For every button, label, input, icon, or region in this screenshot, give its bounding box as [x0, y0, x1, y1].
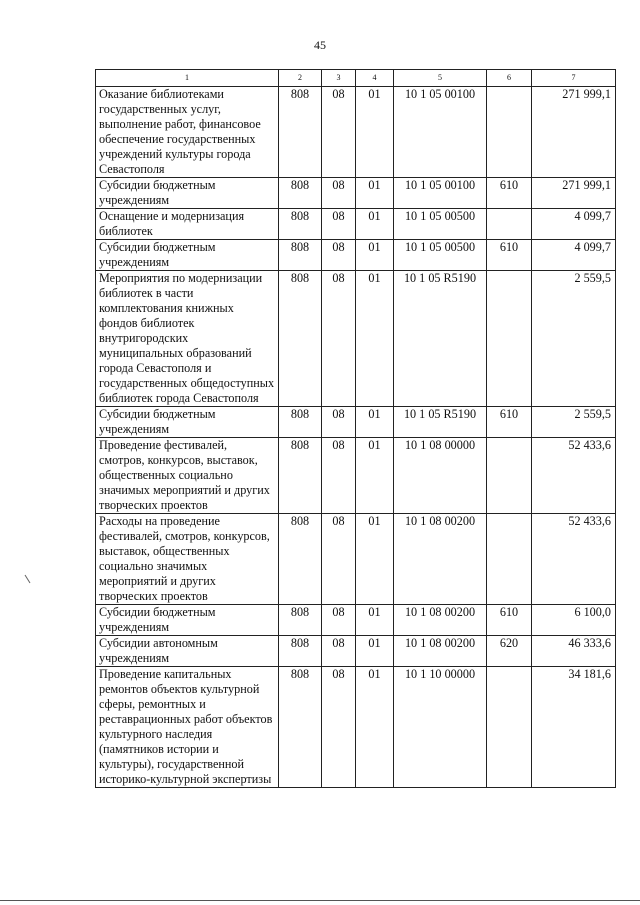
amount-cell: 2 559,5	[532, 407, 616, 438]
table-row	[96, 87, 616, 178]
subsection-code-cell: 01	[356, 271, 394, 407]
row-name-cell: Субсидии бюджетным учреждениям	[96, 240, 279, 271]
subsection-code-cell: 01	[356, 209, 394, 240]
target-article-cell: 10 1 05 R5190	[394, 271, 487, 407]
table-row	[96, 667, 616, 788]
amount-cell: 2 559,5	[532, 271, 616, 407]
section-code-cell: 08	[322, 667, 356, 788]
expense-type-cell	[487, 209, 532, 240]
column-header-4: 4	[356, 70, 394, 87]
ministry-code-cell: 808	[279, 667, 322, 788]
expense-type-cell	[487, 514, 532, 605]
row-name-cell: Субсидии бюджетным учреждениям	[96, 178, 279, 209]
ministry-code-cell: 808	[279, 240, 322, 271]
table-row	[96, 605, 616, 636]
amount-cell: 4 099,7	[532, 209, 616, 240]
section-code-cell: 08	[322, 605, 356, 636]
page-number: 45	[314, 38, 326, 52]
section-code-cell: 08	[322, 209, 356, 240]
column-header-3: 3	[322, 70, 356, 87]
expense-type-cell	[487, 87, 532, 178]
expense-type-cell	[487, 438, 532, 514]
subsection-code-cell: 01	[356, 605, 394, 636]
row-name-cell: Субсидии автономным учреждениям	[96, 636, 279, 667]
target-article-cell: 10 1 05 00100	[394, 178, 487, 209]
table-row	[96, 636, 616, 667]
subsection-code-cell: 01	[356, 178, 394, 209]
row-name-cell: Оказание библиотеками государственных услуг, выполнение работ, финансовое обеспечение государственных учреждений культуры города Севастополя	[96, 87, 279, 178]
subsection-code-cell: 01	[356, 407, 394, 438]
target-article-cell: 10 1 05 00100	[394, 87, 487, 178]
column-header-5: 5	[394, 70, 487, 87]
ministry-code-cell: 808	[279, 438, 322, 514]
target-article-cell: 10 1 10 00000	[394, 667, 487, 788]
column-header-6: 6	[487, 70, 532, 87]
table-row	[96, 209, 616, 240]
row-name-cell: Проведение фестивалей, смотров, конкурсов, выставок, общественных социально значимых мероприятий и других творческих проектов	[96, 438, 279, 514]
table-row	[96, 407, 616, 438]
table-row	[96, 438, 616, 514]
expense-type-cell	[487, 667, 532, 788]
amount-cell: 46 333,6	[532, 636, 616, 667]
expense-type-cell: 610	[487, 407, 532, 438]
row-name-cell: Расходы на проведение фестивалей, смотров, конкурсов, выставок, общественных социально значимых мероприятий и других творческих проектов	[96, 514, 279, 605]
amount-cell: 271 999,1	[532, 87, 616, 178]
ministry-code-cell: 808	[279, 407, 322, 438]
section-code-cell: 08	[322, 636, 356, 667]
row-name-cell: Проведение капитальных ремонтов объектов культурной сферы, ремонтных и реставрационных работ объектов культурного наследия (памятников истории и культуры), государственной историко-культурной экспертизы	[96, 667, 279, 788]
margin-mark	[24, 574, 31, 584]
subsection-code-cell: 01	[356, 667, 394, 788]
section-code-cell: 08	[322, 271, 356, 407]
target-article-cell: 10 1 08 00200	[394, 605, 487, 636]
section-code-cell: 08	[322, 438, 356, 514]
ministry-code-cell: 808	[279, 178, 322, 209]
amount-cell: 6 100,0	[532, 605, 616, 636]
ministry-code-cell: 808	[279, 271, 322, 407]
expense-type-cell: 620	[487, 636, 532, 667]
subsection-code-cell: 01	[356, 438, 394, 514]
target-article-cell: 10 1 05 00500	[394, 240, 487, 271]
ministry-code-cell: 808	[279, 87, 322, 178]
budget-table	[95, 69, 616, 788]
section-code-cell: 08	[322, 87, 356, 178]
target-article-cell: 10 1 08 00200	[394, 636, 487, 667]
ministry-code-cell: 808	[279, 605, 322, 636]
target-article-cell: 10 1 05 00500	[394, 209, 487, 240]
expense-type-cell: 610	[487, 240, 532, 271]
amount-cell: 34 181,6	[532, 667, 616, 788]
ministry-code-cell: 808	[279, 209, 322, 240]
table-row	[96, 178, 616, 209]
subsection-code-cell: 01	[356, 87, 394, 178]
row-name-cell: Субсидии бюджетным учреждениям	[96, 605, 279, 636]
column-header-1: 1	[96, 70, 279, 87]
table-row	[96, 240, 616, 271]
column-header-7: 7	[532, 70, 616, 87]
amount-cell: 52 433,6	[532, 438, 616, 514]
row-name-cell: Мероприятия по модернизации библиотек в части комплектования книжных фондов библиотек внутригородских муниципальных образований города Севастополя и государственных общедоступных библиотек города Севастополя	[96, 271, 279, 407]
ministry-code-cell: 808	[279, 514, 322, 605]
subsection-code-cell: 01	[356, 240, 394, 271]
subsection-code-cell: 01	[356, 636, 394, 667]
scan-edge-rule	[0, 900, 640, 901]
amount-cell: 271 999,1	[532, 178, 616, 209]
table-row	[96, 271, 616, 407]
table-row	[96, 514, 616, 605]
table-header-row	[96, 70, 616, 87]
section-code-cell: 08	[322, 514, 356, 605]
amount-cell: 52 433,6	[532, 514, 616, 605]
column-header-2: 2	[279, 70, 322, 87]
target-article-cell: 10 1 08 00200	[394, 514, 487, 605]
expense-type-cell: 610	[487, 605, 532, 636]
ministry-code-cell: 808	[279, 636, 322, 667]
amount-cell: 4 099,7	[532, 240, 616, 271]
row-name-cell: Оснащение и модернизация библиотек	[96, 209, 279, 240]
section-code-cell: 08	[322, 407, 356, 438]
expense-type-cell	[487, 271, 532, 407]
section-code-cell: 08	[322, 178, 356, 209]
subsection-code-cell: 01	[356, 514, 394, 605]
expense-type-cell: 610	[487, 178, 532, 209]
target-article-cell: 10 1 08 00000	[394, 438, 487, 514]
section-code-cell: 08	[322, 240, 356, 271]
row-name-cell: Субсидии бюджетным учреждениям	[96, 407, 279, 438]
target-article-cell: 10 1 05 R5190	[394, 407, 487, 438]
